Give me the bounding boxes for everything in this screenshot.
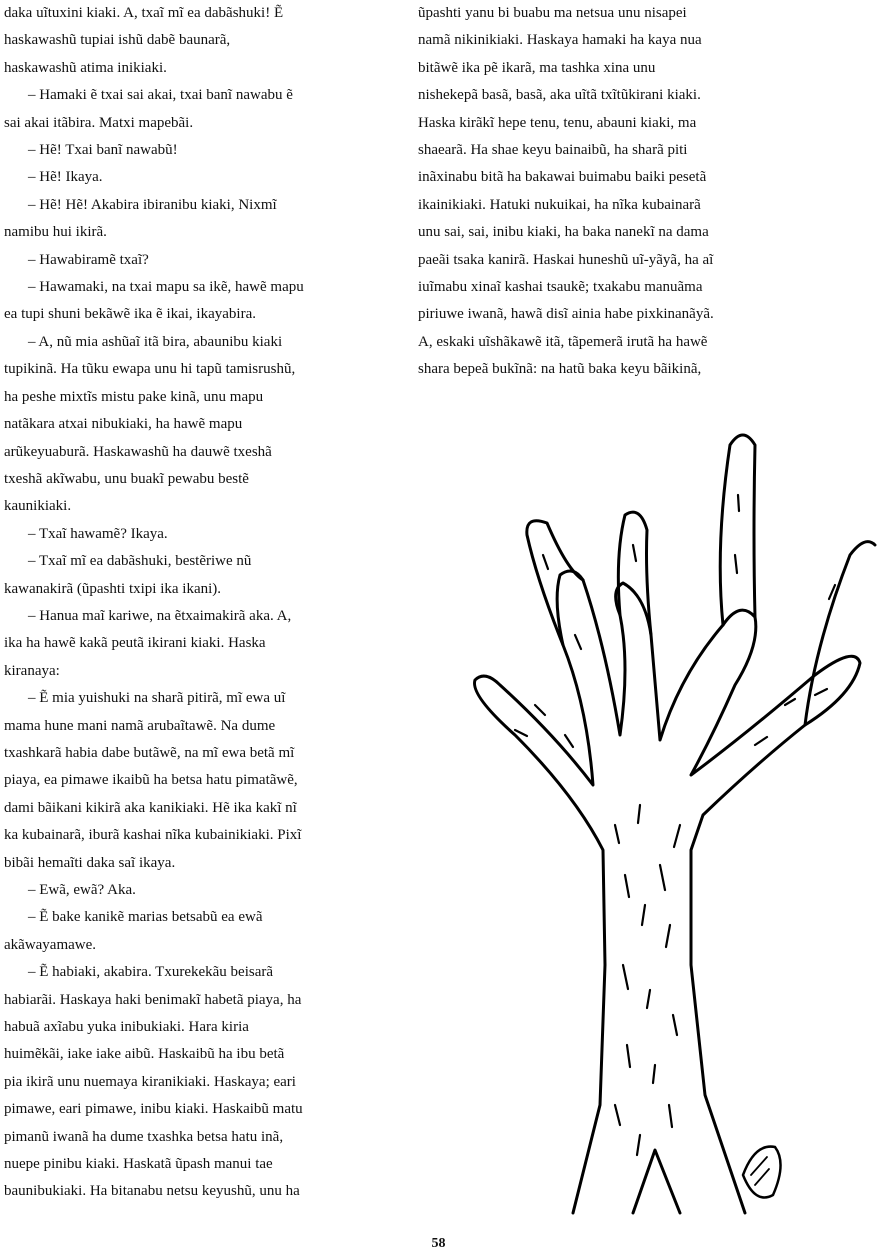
- text-line: txeshã akĩwabu, unu buakĩ pewabu bestẽ: [4, 470, 249, 487]
- text-line: bibãi hemaĩti daka saĩ ikaya.: [4, 854, 176, 871]
- text-line: – Txaĩ hawamẽ? Ikaya.: [28, 525, 168, 542]
- text-line: ikainikiaki. Hatuki nukuikai, ha nĩka kubainarã: [418, 196, 701, 213]
- text-line: ka kubainarã, iburã kashai nĩka kubainikiaki. Pixĩ: [4, 827, 302, 844]
- text-line: – Ewã, ewã? Aka.: [28, 882, 136, 898]
- text-line: paeãi tsaka kanirã. Haskai huneshũ uĩ-yãyã, ha aĩ: [418, 251, 714, 268]
- text-line: – Txaĩ mĩ ea dabãshuki, bestẽriwe nũ: [28, 553, 252, 570]
- text-line: kawanakirã (ũpashti txipi ika ikani).: [4, 580, 222, 597]
- text-line: inãxinabu bitã ha bakawai buimabu baiki pesetã: [418, 169, 707, 186]
- text-line: – Hamaki ẽ txai sai akai, txai banĩ nawabu ẽ: [28, 87, 293, 104]
- text-line: namibu hui ikirã.: [4, 224, 107, 241]
- text-line: Haska kirãkĩ hepe tenu, tenu, abauni kiaki, ma: [418, 114, 697, 131]
- text-line: kiranaya:: [4, 662, 60, 679]
- text-line: haskawashũ tupiai ishũ dabẽ baunarã,: [4, 32, 231, 49]
- text-line: – Hanua maĩ kariwe, na ẽtxaimakirã aka. A,: [28, 607, 292, 624]
- text-line: haskawashũ atima inikiaki.: [4, 59, 167, 76]
- text-line: shaearã. Ha shae keyu bainaibũ, ha sharã piti: [418, 142, 688, 159]
- text-line: bitãwẽ ika pẽ ikarã, ma tashka xina unu: [418, 59, 656, 76]
- text-line: pimanũ iwanã ha dume txashka betsa hatu inã,: [4, 1128, 284, 1145]
- text-line: – Hawamaki, na txai mapu sa ikẽ, hawẽ mapu: [28, 279, 304, 296]
- text-line: iuĩmabu xinaĩ kashai tsaukẽ; txakabu manuãma: [418, 279, 703, 296]
- text-line: ea tupi shuni bekãwẽ ika ẽ ikai, ikayabira.: [4, 306, 256, 323]
- text-line: arũkeyuaburã. Haskawashũ ha dauwẽ txeshã: [4, 443, 272, 460]
- text-line: tupikinã. Ha tũku ewapa unu hi tapũ tamisrushũ,: [4, 361, 296, 378]
- text-line: – Hẽ! Txai banĩ nawabũ!: [28, 142, 178, 159]
- text-line: daka uĩtuxini kiaki. A, txaĩ mĩ ea dabãshuki! Ẽ: [4, 5, 284, 21]
- text-line: piriuwe iwanã, hawã disĩ ainia habe pixkinanãyã.: [418, 306, 714, 323]
- text-line: ika ha hawẽ kakã peutã ikirani kiaki. Haska: [4, 635, 266, 652]
- text-line: – Hẽ! Ikaya.: [28, 169, 103, 186]
- text-line: natãkara atxai nibukiaki, ha hawẽ mapu: [4, 416, 243, 433]
- right-text-column: [418, 0, 858, 384]
- text-line: pimawe, eari pimawe, inibu kiaki. Haskaibũ matu: [4, 1101, 303, 1118]
- text-line: – A, nũ mia ashũaĩ itã bira, abaunibu kiaki: [28, 333, 283, 350]
- text-line: namã nikinikiaki. Haskaya hamaki ha kaya nua: [418, 32, 702, 49]
- text-line: habiarãi. Haskaya haki benimakĩ habetã piaya, ha: [4, 991, 302, 1008]
- text-line: – Ẽ habiaki, akabira. Txurekekãu beisarã: [28, 964, 274, 981]
- text-line: sai akai itãbira. Matxi mapebãi.: [4, 114, 194, 131]
- text-line: – Hẽ! Hẽ! Akabira ibiranibu kiaki, Nixmĩ: [28, 196, 277, 213]
- text-line: – Ẽ bake kanikẽ marias betsabũ ea ewã: [28, 909, 263, 926]
- text-line: ũpashti yanu bi buabu ma netsua unu nisapei: [418, 5, 687, 21]
- text-line: dami bãikani kikirã aka kanikiaki. Hẽ ika kakĩ nĩ: [4, 799, 297, 816]
- text-line: mama hune mani namã arubaĩtawẽ. Na dume: [4, 717, 276, 734]
- text-line: ha peshe mixtĩs mistu pake kinã, unu mapu: [4, 388, 264, 405]
- tree-illustration: [455, 405, 877, 1225]
- text-line: – Hawabiramẽ txaĩ?: [28, 251, 149, 268]
- text-line: habuã axĩabu yuka inibukiaki. Hara kiria: [4, 1019, 249, 1036]
- text-line: – Ẽ mia yuishuki na sharã pitirã, mĩ ewa uĩ: [28, 690, 286, 707]
- text-line: A, eskaki uĩshãkawẽ itã, tãpemerã irutã ha hawẽ: [418, 333, 708, 350]
- text-line: piaya, ea pimawe ikaibũ ha betsa hatu pimatãwẽ,: [4, 772, 298, 789]
- text-line: txashkarã habia dabe butãwẽ, na mĩ ewa betã mĩ: [4, 744, 295, 761]
- text-line: unu sai, sai, inibu kiaki, ha baka nanekĩ na dama: [418, 224, 709, 241]
- text-line: akãwayamawe.: [4, 936, 97, 953]
- text-line: pia ikirã unu nuemaya kiranikiaki. Haskaya; eari: [4, 1073, 296, 1090]
- text-line: huimẽkãi, iake iake aibũ. Haskaibũ ha ibu betã: [4, 1046, 285, 1063]
- left-text-column: [4, 0, 380, 1206]
- text-line: baunibukiaki. Ha bitanabu netsu keyushũ, unu ha: [4, 1183, 300, 1200]
- text-line: shara bepeã bukĩnã: na hatũ baka keyu bãikinã,: [418, 361, 702, 378]
- text-line: kaunikiaki.: [4, 498, 72, 515]
- text-line: nuepe pinibu kiaki. Haskatã ũpash manui tae: [4, 1156, 273, 1173]
- page-number: 58: [431, 1236, 446, 1251]
- text-line: nishekepã basã, basã, aka uĩtã txĩtũkirani kiaki.: [418, 87, 701, 104]
